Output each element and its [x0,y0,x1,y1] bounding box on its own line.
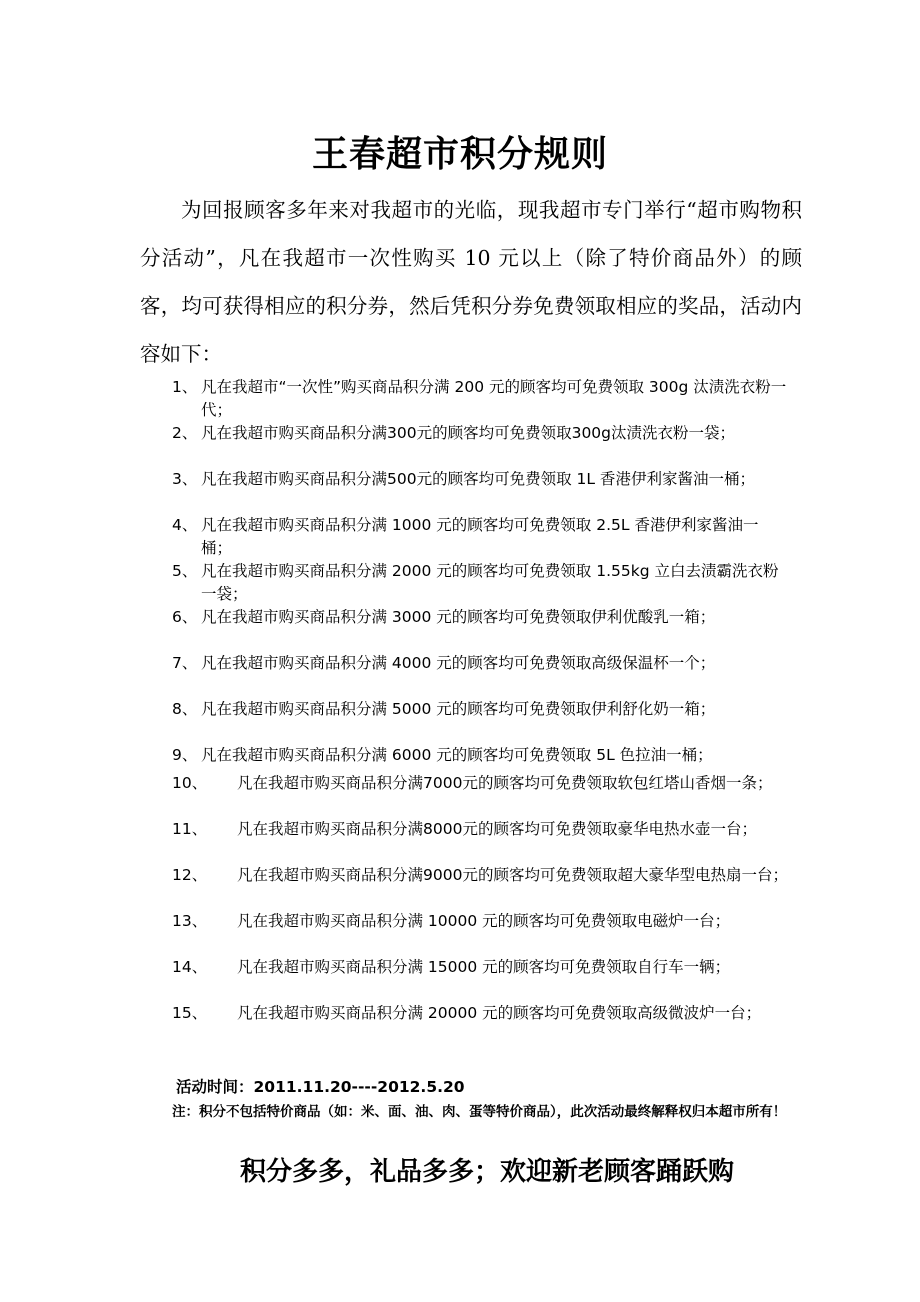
event-time: 活动时间：2011.11.20----2012.5.20 [176,1078,465,1096]
rule-item [168,910,788,956]
rule-text: 凡在我超市购买商品积分满500元的顾客均可免费领取 1L 香港伊利家酱油一桶； [201,470,755,488]
rule-item [168,514,788,560]
rule-item [168,744,788,772]
rule-number: 7、 [172,654,198,672]
rule-number: 14、 [172,958,208,976]
page-title: 王春超市积分规则 [311,133,608,175]
rule-number: 8、 [172,700,198,718]
rule-text: 凡在我超市购买商品积分满 6000 元的顾客均可免费领取 5L 色拉油一桶； [201,746,713,764]
rule-text: 凡在我超市购买商品积分满7000元的顾客均可免费领取软包红塔山香烟一条； [237,774,773,792]
rule-text: 凡在我超市购买商品积分满 15000 元的顾客均可免费领取自行车一辆； [237,958,731,976]
rule-text: 凡在我超市购买商品积分满8000元的顾客均可免费领取豪华电热水壶一台； [237,820,757,838]
rule-item [168,956,788,1002]
rule-item [168,818,788,864]
rule-number: 12、 [172,866,208,884]
rule-text: 凡在我超市购买商品积分满9000元的顾客均可免费领取超大豪华型电热扇一台； [237,866,788,884]
rule-number: 15、 [172,1004,208,1022]
slogan: 积分多多，礼品多多；欢迎新老顾客踊跃购 [239,1157,734,1187]
rule-text: 凡在我超市购买商品积分满 4000 元的顾客均可免费领取高级保温杯一个； [201,654,716,672]
rule-text: 凡在我超市购买商品积分满300元的顾客均可免费领取300g汰渍洗衣粉一袋； [201,424,736,442]
rule-item [168,772,788,818]
rules-list [168,376,788,1048]
rule-number: 1、 [172,378,198,396]
rule-item [168,376,788,422]
rule-item [168,422,788,468]
rule-number: 11、 [172,820,208,838]
rule-number: 10、 [172,774,208,792]
rule-number: 2、 [172,424,198,442]
rule-item [168,864,788,910]
disclaimer-note: 注：积分不包括特价商品（如：米、面、油、肉、蛋等特价商品），此次活动最终解释权归本超市所有！ [172,1104,787,1120]
rule-number: 5、 [172,562,198,580]
rule-item [168,468,788,514]
rule-item [168,698,788,744]
rule-text: 凡在我超市购买商品积分满 20000 元的顾客均可免费领取高级微波炉一台； [237,1004,762,1022]
rule-text: 凡在我超市“一次性”购买商品积分满 200 元的顾客均可免费领取 300g 汰渍洗衣粉一代； [201,378,787,419]
rule-text: 凡在我超市购买商品积分满 3000 元的顾客均可免费领取伊利优酸乳一箱； [201,608,716,626]
rule-text: 凡在我超市购买商品积分满 5000 元的顾客均可免费领取伊利舒化奶一箱； [201,700,716,718]
rule-item [168,560,788,606]
rule-text: 凡在我超市购买商品积分满 1000 元的顾客均可免费领取 2.5L 香港伊利家酱油一桶； [201,516,759,557]
rule-number: 13、 [172,912,208,930]
rule-text: 凡在我超市购买商品积分满 2000 元的顾客均可免费领取 1.55kg 立白去渍霸洗衣粉一袋； [201,562,779,603]
rule-number: 3、 [172,470,198,488]
rule-item [168,652,788,698]
rule-number: 4、 [172,516,198,534]
rule-text: 凡在我超市购买商品积分满 10000 元的顾客均可免费领取电磁炉一台； [237,912,731,930]
rule-number: 6、 [172,608,198,626]
rule-item [168,1002,788,1048]
rule-number: 9、 [172,746,198,764]
rule-item [168,606,788,652]
intro-paragraph: 为回报顾客多年来对我超市的光临，现我超市专门举行“超市购物积分活动”，凡在我超市一次性购买 10 元以上（除了特价商品外）的顾客，均可获得相应的积分券，然后凭积分券免费领取相应的奖品，活动内容如下： [140,198,802,366]
